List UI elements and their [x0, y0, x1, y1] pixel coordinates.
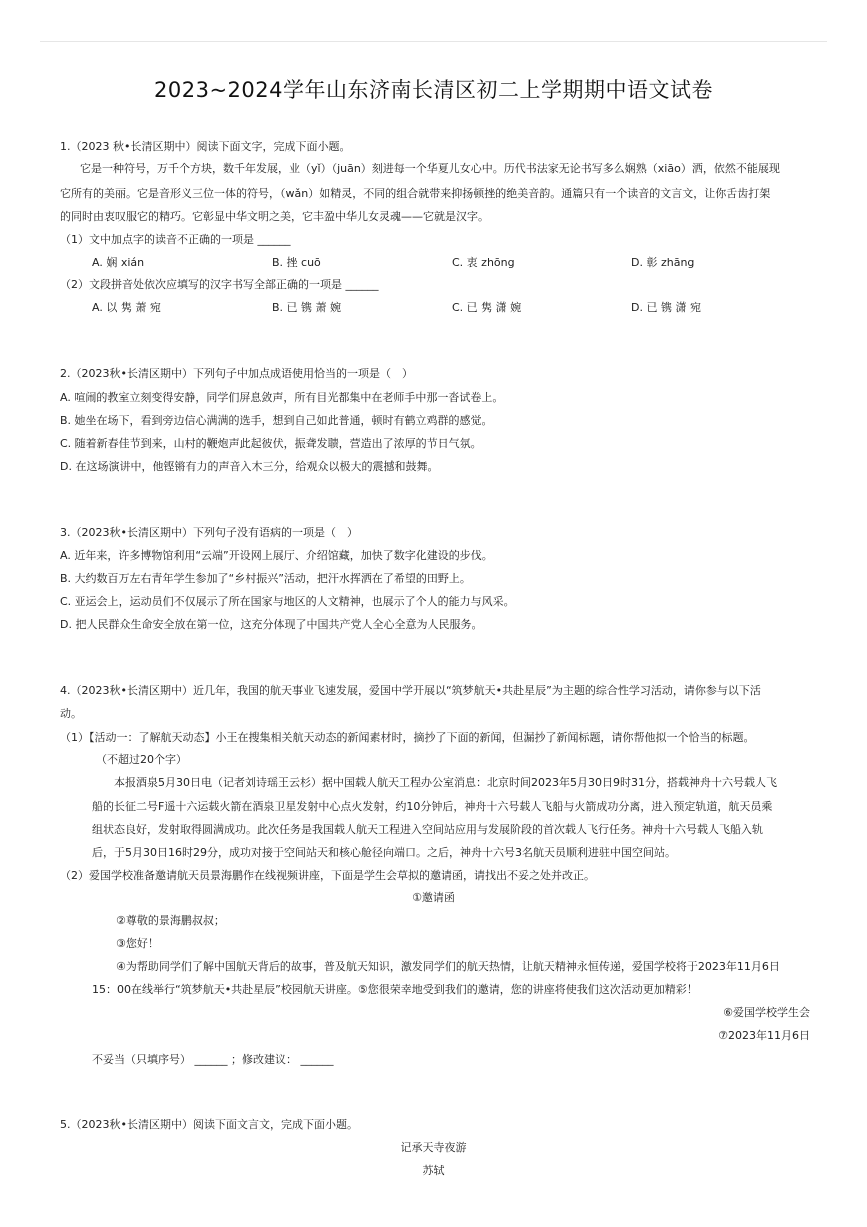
- poem-title: 记承天寺夜游: [400, 1141, 467, 1154]
- q3-stem: 3.（2023秋•长清区期中）下列句子没有语病的一项是（ ）: [60, 526, 358, 539]
- q1-passage-line: 它所有的美丽。它是音形义三位一体的符号，（wǎn）如精灵，不同的组合就带来抑扬顿挫的绝美音韵。通篇只有一个读音的文言文，让你舌齿打架: [60, 187, 771, 200]
- q5-stem: 5.（2023秋•长清区期中）阅读下面文言文，完成下面小题。: [60, 1118, 358, 1131]
- header-divider: [40, 41, 827, 42]
- q2-stem: 2.（2023秋•长清区期中）下列句子中加点成语使用恰当的一项是（ ）: [60, 367, 413, 380]
- q1-sub1-option-a: A. 娴 xián: [92, 256, 145, 269]
- q2-option-b: B. 她坐在场下，看到旁边信心满满的选手，想到自己如此普通，顿时有鹤立鸡群的感觉。: [60, 414, 493, 427]
- letter-body-line: ④为帮助同学们了解中国航天背后的故事，普及航天知识，激发同学们的航天热情，让航天精神永恒传递，爱国学校将于2023年11月6日: [116, 960, 780, 973]
- q1-sub1-option-b: B. 挫 cuō: [272, 256, 321, 269]
- poem-author: 苏轼: [422, 1164, 445, 1177]
- q4-news-line: 组状态良好，发射取得圆满成功。此次任务是我国载人航天工程进入空间站应用与发展阶段的首次载人飞行任务。神舟十六号载人飞船入轨: [92, 823, 763, 836]
- letter-greeting: ③您好！: [116, 937, 159, 950]
- letter-date: ⑦2023年11月6日: [718, 1029, 810, 1042]
- q3-option-c: C. 亚运会上，运动员们不仅展示了所在国家与地区的人文精神，也展示了个人的能力与风采。: [60, 595, 515, 608]
- q4-sub1: （1）【活动一：了解航天动态】小王在搜集相关航天动态的新闻素材时，摘抄了下面的新闻，但漏抄了新闻标题，请你帮他拟一个恰当的标题。: [60, 731, 755, 744]
- q1-sub2: （2）文段拼音处依次应填写的汉字书写全部正确的一项是 ______: [60, 278, 379, 291]
- q2-option-d: D. 在这场演讲中，他铿锵有力的声音入木三分，给观众以极大的震撼和鼓舞。: [60, 460, 439, 473]
- q4-news-line: 后，于5月30日16时29分，成功对接于空间站天和核心舱径向端口。之后，神舟十六号3名航天员顺利进驻中国空间站。: [92, 846, 676, 859]
- q4-news-line: 本报酒泉5月30日电（记者刘诗瑶王云杉）据中国载人航天工程办公室消息：北京时间2023年5月30日9时31分，搭载神舟十六号载人飞: [114, 776, 777, 789]
- q1-passage-line: 的同时由衷叹服它的精巧。它彰显中华文明之美，它丰盈中华儿女灵魂——它就是汉字。: [60, 210, 489, 223]
- q3-option-d: D. 把人民群众生命安全放在第一位，这充分体现了中国共产党人全心全意为人民服务。: [60, 618, 483, 631]
- letter-salutation: ②尊敬的景海鹏叔叔；: [116, 914, 225, 927]
- q1-stem: 1.（2023 秋•长清区期中）阅读下面文字，完成下面小题。: [60, 140, 351, 153]
- q4-stem-cont: 动。: [60, 707, 82, 720]
- q1-sub2-option-c: C. 已 隽 潇 婉: [452, 301, 522, 314]
- letter-signature: ⑥爱国学校学生会: [723, 1006, 810, 1019]
- q1-passage-line: 它是一种符号，万千个方块，数千年发展，业（yǐ）（juān）刻进每一个华夏儿女心中。历代书法家无论书写多么娴熟（xiāo）洒，依然不能展现: [80, 162, 780, 175]
- q1-sub1-option-d: D. 彰 zhāng: [631, 256, 695, 269]
- q1-sub1: （1）文中加点字的读音不正确的一项是 ______: [60, 233, 291, 246]
- q4-answer-line: 不妥当（只填序号） ______ ；修改建议： ______: [92, 1053, 334, 1066]
- q4-sub2: （2）爱国学校准备邀请航天员景海鹏作在线视频讲座，下面是学生会草拟的邀请函，请找出不妥之处并改正。: [60, 869, 595, 882]
- q2-option-c: C. 随着新春佳节到来，山村的鞭炮声此起彼伏，振聋发聩，营造出了浓厚的节日气氛。: [60, 437, 482, 450]
- q1-sub2-option-a: A. 以 隽 萧 宛: [92, 301, 161, 314]
- q4-sub1-note: （不超过20个字）: [96, 753, 187, 766]
- page-title: 2023~2024学年山东济南长清区初二上学期期中语文试卷: [154, 78, 713, 102]
- q1-sub2-option-b: B. 已 镌 萧 婉: [272, 301, 342, 314]
- q3-option-b: B. 大约数百万左右青年学生参加了“乡村振兴”活动，把汗水挥洒在了希望的田野上。: [60, 572, 471, 585]
- letter-title: ①邀请函: [412, 891, 455, 904]
- q4-stem: 4.（2023秋•长清区期中）近几年，我国的航天事业飞速发展，爱国中学开展以“筑梦航天•共赴星辰”为主题的综合性学习活动，请你参与以下活: [60, 684, 761, 697]
- letter-body-line: 15：00在线举行“筑梦航天•共赴星辰”校园航天讲座。⑤您很荣幸地受到我们的邀请，您的讲座将使我们这次活动更加精彩！: [92, 983, 698, 996]
- q1-sub2-option-d: D. 已 镌 潇 宛: [631, 301, 701, 314]
- q2-option-a: A. 喧闹的教室立刻变得安静，同学们屏息敛声，所有目光都集中在老师手中那一沓试卷上。: [60, 391, 504, 404]
- q3-option-a: A. 近年来，许多博物馆利用“云端”开设网上展厅、介绍馆藏，加快了数字化建设的步伐。: [60, 549, 493, 562]
- q1-sub1-option-c: C. 衷 zhōng: [452, 256, 515, 269]
- q4-news-line: 船的长征二号F遥十六运载火箭在酒泉卫星发射中心点火发射，约10分钟后，神舟十六号载人飞船与火箭成功分离，进入预定轨道，航天员乘: [92, 800, 773, 813]
